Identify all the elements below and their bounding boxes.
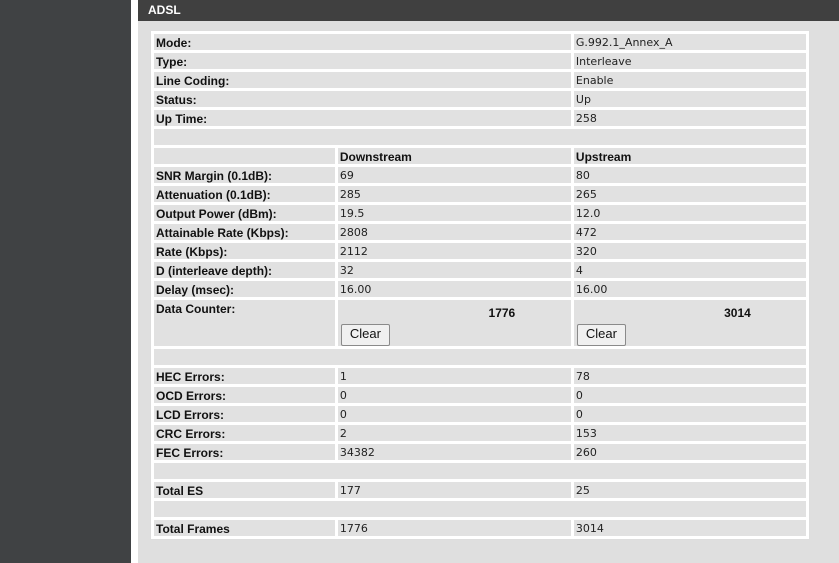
downstream-counter-cell [338,300,571,346]
table-row [154,53,806,69]
table-row [154,91,806,107]
upstream-value: 0 [574,406,806,422]
table-row [154,72,806,88]
table-row [154,387,806,403]
line-coding-label: Line Coding: [154,72,571,88]
section-header [138,0,839,21]
downstream-value: 1776 [338,520,571,536]
upstream-value: 320 [574,243,806,259]
downstream-value: 1 [338,368,571,384]
main-content [131,0,839,563]
clear-downstream-button[interactable]: Clear [341,324,390,346]
status-value: Up [574,91,806,107]
table-row [154,205,806,221]
table-row [154,406,806,422]
downstream-value: 0 [338,387,571,403]
table-row [154,224,806,240]
up-time-value: 258 [574,110,806,126]
error-label: CRC Errors: [154,425,335,441]
table-row [154,110,806,126]
mode-value: G.992.1_Annex_A [574,34,806,50]
upstream-value: 3014 [574,520,806,536]
section-title: ADSL [148,3,181,17]
downstream-value: 177 [338,482,571,498]
downstream-value: 69 [338,167,571,183]
upstream-value: 260 [574,444,806,460]
downstream-value: 2808 [338,224,571,240]
table-row [154,243,806,259]
data-counter-label: Data Counter: [154,300,335,346]
type-value: Interleave [574,53,806,69]
downstream-value: 285 [338,186,571,202]
data-counter-row [154,300,806,346]
downstream-value: 19.5 [338,205,571,221]
column-header-row [154,148,806,164]
adsl-status-panel [138,21,839,563]
mode-label: Mode: [154,34,571,50]
spacer-row [154,349,806,365]
line-coding-value: Enable [574,72,806,88]
adsl-status-table [150,30,810,540]
metric-label: Rate (Kbps): [154,243,335,259]
metric-label: Attainable Rate (Kbps): [154,224,335,240]
downstream-value: 2112 [338,243,571,259]
upstream-value: 4 [574,262,806,278]
total-frames-label: Total Frames [154,520,335,536]
spacer-row [154,501,806,517]
error-label: OCD Errors: [154,387,335,403]
table-row [154,444,806,460]
error-label: HEC Errors: [154,368,335,384]
downstream-value: 32 [338,262,571,278]
upstream-value: 16.00 [574,281,806,297]
upstream-counter-cell [574,300,806,346]
downstream-value: 2 [338,425,571,441]
metric-label: D (interleave depth): [154,262,335,278]
upstream-value: 265 [574,186,806,202]
table-row [154,281,806,297]
downstream-value: 16.00 [338,281,571,297]
total-es-label: Total ES [154,482,335,498]
table-row [154,34,806,50]
upstream-value: 0 [574,387,806,403]
upstream-counter-value: 3014 [724,306,751,320]
metric-label: Delay (msec): [154,281,335,297]
upstream-header: Upstream [574,148,806,164]
downstream-header: Downstream [338,148,571,164]
table-row [154,167,806,183]
error-label: FEC Errors: [154,444,335,460]
left-sidebar [0,0,131,563]
error-label: LCD Errors: [154,406,335,422]
downstream-value: 34382 [338,444,571,460]
table-row [154,425,806,441]
table-row [154,368,806,384]
downstream-counter-value: 1776 [488,306,516,320]
table-row [154,482,806,498]
spacer-row [154,463,806,479]
metric-label: SNR Margin (0.1dB): [154,167,335,183]
clear-upstream-button[interactable]: Clear [577,324,626,346]
type-label: Type: [154,53,571,69]
table-row [154,262,806,278]
up-time-label: Up Time: [154,110,571,126]
table-row [154,186,806,202]
upstream-value: 472 [574,224,806,240]
upstream-value: 78 [574,368,806,384]
status-label: Status: [154,91,571,107]
downstream-value: 0 [338,406,571,422]
spacer-row [154,129,806,145]
upstream-value: 80 [574,167,806,183]
upstream-value: 25 [574,482,806,498]
upstream-value: 12.0 [574,205,806,221]
upstream-value: 153 [574,425,806,441]
table-row [154,520,806,536]
metric-label: Attenuation (0.1dB): [154,186,335,202]
metric-label: Output Power (dBm): [154,205,335,221]
